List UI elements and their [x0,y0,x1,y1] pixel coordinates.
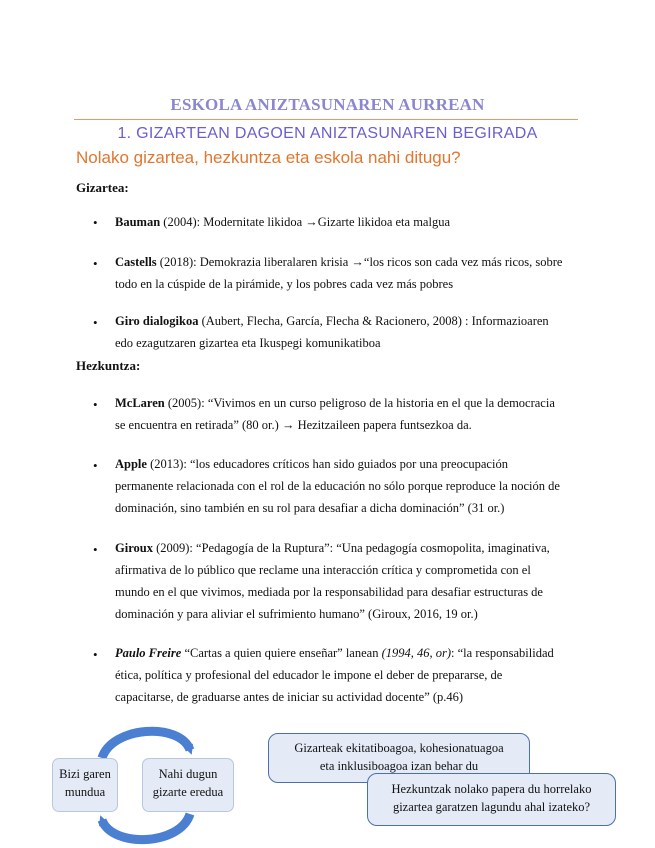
item-text: dominación, sino también en su rol para desafiar a dicha dominación” (31 or.) [115,501,505,515]
item-text: “Cartas a quien quiere enseñar” lanean [181,646,382,660]
bullet-dot: • [93,315,98,330]
author-name: Apple [115,457,147,471]
arrow-right-icon: → [281,418,295,432]
item-text: “los ricos son cada vez más ricos, sobre [363,255,563,269]
cycle-arrow-bottom [102,814,190,840]
callout-box-education [367,773,616,826]
item-text: mundo en el que vivimos, mediada por la responsabilidad para desafiar estructuras de [115,585,543,599]
list-item-giro-dialogikoa [115,310,581,354]
box-text: Nahi dugun [158,767,218,781]
box-text: eta inklusiboagoa izan behar du [319,759,479,773]
item-text: Hezitzaileen papera funtsezkoa da. [294,418,472,432]
list-item-giroux [115,537,581,625]
author-name: McLaren [115,396,165,410]
item-text: : “la responsabilidad [451,646,554,660]
item-text: dominación y para aliviar el sufrimiento humano” (Giroux, 2016, 19 or.) [115,607,478,621]
bullet-dot: • [93,458,98,473]
item-text: (2005): “Vivimos en un curso peligroso de la historia en el que la democracia [164,396,555,410]
heading-hezkuntza: Hezkuntza: [76,358,141,373]
item-text: (2009): “Pedagogía de la Ruptura”: “Una pedagogía cosmopolita, imaginativa, [152,541,550,555]
section-subtitle: Nolako gizartea, hezkuntza eta eskola nahi ditugu? [76,148,461,167]
author-name: Giro dialogikoa [115,314,199,328]
item-text: edo ezagutzaren gizartea eta Ikuspegi komunikatiboa [115,336,381,350]
document-title: ESKOLA ANIZTASUNAREN AURREAN [170,95,485,114]
list-item-bauman [115,211,581,233]
cycle-box-right [142,758,234,812]
bullet-dot: • [93,256,98,271]
section-title: 1. GIZARTEAN DAGOEN ANIZTASUNAREN BEGIRADA [117,125,538,142]
box-text: gizartea garatzen lagundu ahal izateko? [392,800,591,814]
list-item-paulo-freire [115,642,581,708]
item-text: (2013): “los educadores críticos han sido guiados por una preocupación [146,457,508,471]
item-text: (2018): Demokrazia liberalaren krisia [156,255,352,269]
heading-gizartea: Gizartea: [76,180,129,195]
author-name: Paulo Freire [115,646,182,660]
author-name: Castells [115,255,157,269]
item-text: (Aubert, Flecha, García, Flecha & Racionero, 2008) : Informazioaren [198,314,549,328]
list-item-mclaren [115,392,581,436]
cycle-arrow-top [102,731,190,758]
bullet-dot: • [93,647,98,662]
list-item-castells [115,251,581,295]
arrow-right-icon: → [351,255,364,269]
cycle-box-left [52,758,118,812]
author-name: Bauman [115,215,161,229]
bullet-dot: • [93,542,98,557]
item-text: todo en la cúspide de la pirámide, y los pobres cada vez más pobres [115,277,454,291]
box-text: Gizarteak ekitatiboagoa, kohesionatuagoa [294,741,504,755]
item-text: Gizarte likidoa eta malgua [317,215,450,229]
item-text: afirmativa de lo público que reclame una interacción crítica y comprometida con el [115,563,531,577]
bullet-dot: • [93,215,98,230]
item-text: (2004): Modernitate likidoa [160,215,306,229]
author-name: Giroux [115,541,153,555]
item-text: permanente relacionada con el rol de la educación no sólo porque reproduce la noción de [115,479,560,493]
item-text: se encuentra en retirada” (80 or.) [115,418,282,432]
list-item-apple [115,453,581,519]
title-rule [74,119,578,120]
box-text: Hezkuntzak nolako papera du horrelako [391,782,592,796]
bullet-dot: • [93,397,98,412]
box-text: gizarte eredua [152,785,224,799]
item-text: capacitarse, de graduarse antes de iniciar su actividad docente” (p.46) [115,690,464,704]
box-text: Bizi garen [59,767,111,781]
box-text: mundua [64,785,106,799]
citation: (1994, 46, or) [381,646,452,660]
arrow-right-icon: → [305,215,318,229]
item-text: ética, política y profesional del educador le impone el deber de prepararse, de [115,668,503,682]
